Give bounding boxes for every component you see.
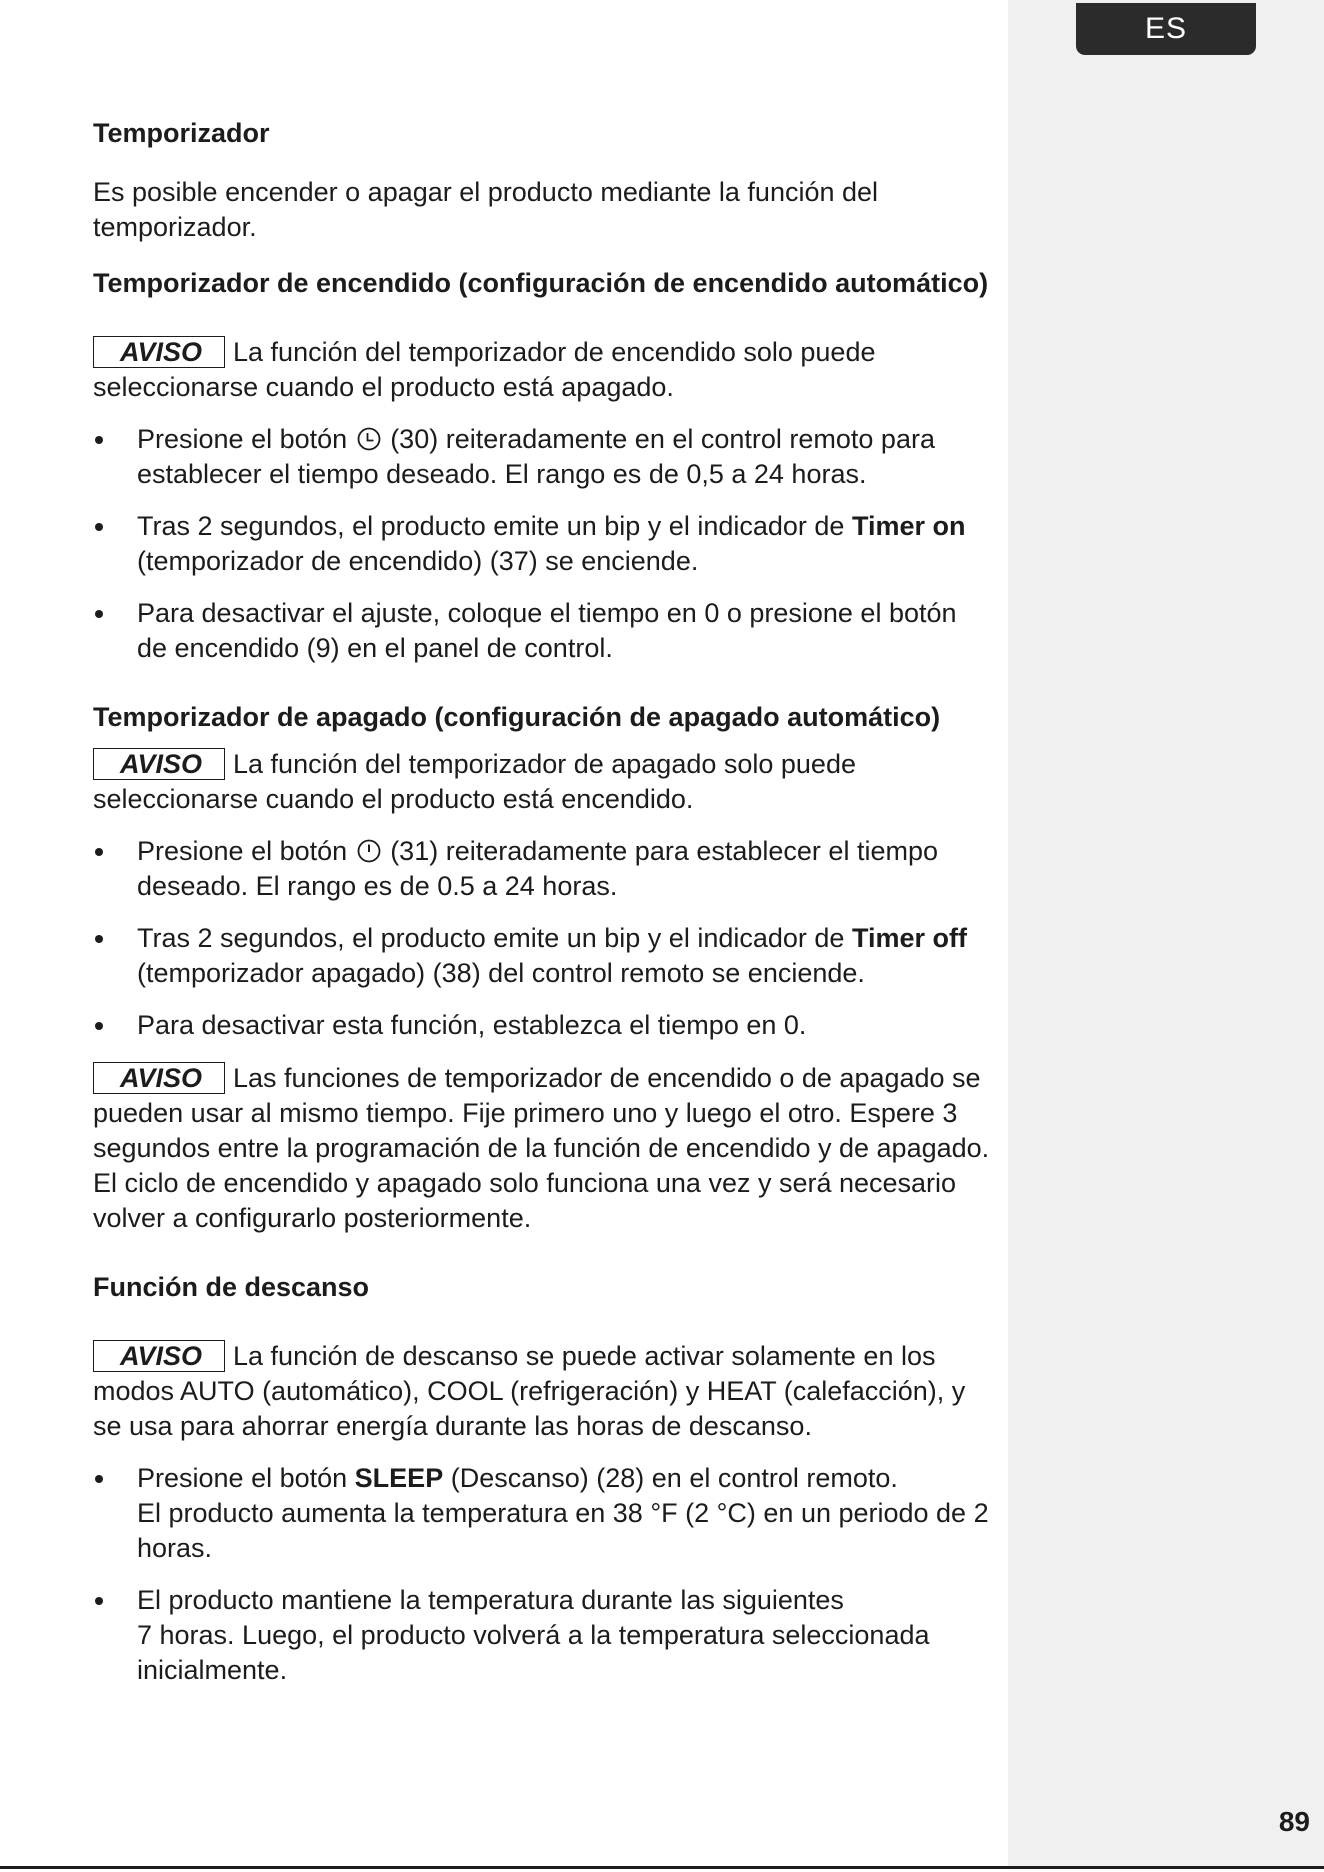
list-item-text: (31) reiteradamente para establecer el tiempo deseado. El rango es de 0.5 a 24 horas.	[137, 836, 938, 901]
section-title-timer-on: Temporizador de encendido (configuración de encendido automático)	[93, 268, 989, 298]
list-item-text: El producto mantiene la temperatura durante las siguientes	[137, 1585, 844, 1615]
list-item	[93, 1008, 993, 1043]
page-content	[93, 116, 993, 1688]
notice-text: Las funciones de temporizador de encendido o de apagado se pueden usar al mismo tiempo. Fije primero uno y luego el otro. Espere 3 segundos entre la programación de la función de encendido y de apagado. El ciclo de encendido y apagado solo funciona una vez y será necesario volver a configurarlo posteriormente.	[93, 1063, 990, 1233]
page-sidebar-band	[1008, 0, 1324, 1866]
list-item	[93, 921, 993, 991]
indicator-name: Timer on	[851, 511, 966, 541]
list-item-text: (Descanso) (28) en el control remoto.	[450, 1463, 898, 1493]
list-item-text: El producto aumenta la temperatura en 38 °F (2 °C) en un periodo de 2 horas.	[137, 1498, 989, 1563]
list-item	[93, 1461, 993, 1566]
list-item	[93, 1583, 993, 1688]
section-title-timer-off: Temporizador de apagado (configuración de apagado automático)	[93, 702, 941, 732]
language-tab: ES	[1076, 3, 1256, 55]
notice-label: AVISO	[93, 748, 225, 780]
notice-timer-off	[93, 747, 993, 817]
notice-text: La función del temporizador de encendido solo puede seleccionarse cuando el producto está apagado.	[93, 337, 876, 402]
list-item	[93, 834, 993, 904]
notice-sleep	[93, 1339, 993, 1444]
list-item-text: Para desactivar el ajuste, coloque el tiempo en 0 o presione el botón de encendido (9) en el panel de control.	[137, 598, 957, 663]
list-item-text: (temporizador apagado) (38) del control remoto se enciende.	[137, 958, 865, 988]
bottom-rule	[0, 1866, 1324, 1869]
list-item-text: Presione el botón	[137, 836, 348, 866]
list-item-text: Tras 2 segundos, el producto emite un bip y el indicador de	[137, 511, 845, 541]
list-item-text: (30) reiteradamente en el control remoto para establecer el tiempo deseado. El rango es de 0,5 a 24 horas.	[137, 424, 935, 489]
timer-on-steps	[93, 422, 993, 666]
indicator-name: Timer off	[851, 923, 967, 953]
notice-timer-combined	[93, 1061, 993, 1236]
list-item-text: Presione el botón	[137, 424, 348, 454]
list-item	[93, 422, 993, 492]
list-item-text: (temporizador de encendido) (37) se enciende.	[137, 546, 699, 576]
timer-off-icon	[357, 839, 381, 863]
list-item-text: Presione el botón	[137, 1463, 348, 1493]
notice-text: La función del temporizador de apagado solo puede seleccionarse cuando el producto está encendido.	[93, 749, 856, 814]
notice-timer-on	[93, 335, 993, 405]
list-item-text: 7 horas. Luego, el producto volverá a la temperatura seleccionada inicialmente.	[137, 1620, 930, 1685]
list-item	[93, 509, 993, 579]
section-title-sleep: Función de descanso	[93, 1272, 370, 1302]
timer-off-steps	[93, 834, 993, 1043]
list-item-text: Para desactivar esta función, establezca el tiempo en 0.	[137, 1010, 807, 1040]
notice-label: AVISO	[93, 1340, 225, 1372]
section-title-timer: Temporizador	[93, 118, 270, 148]
notice-label: AVISO	[93, 1062, 225, 1094]
timer-on-icon	[357, 427, 381, 451]
notice-label: AVISO	[93, 336, 225, 368]
notice-text: La función de descanso se puede activar solamente en los modos AUTO (automático), COOL (refrigeración) y HEAT (calefacción), y se usa para ahorrar energía durante las horas de descanso.	[93, 1341, 966, 1441]
sleep-steps	[93, 1461, 993, 1688]
button-name: SLEEP	[354, 1463, 444, 1493]
page-number: 89	[1278, 1806, 1310, 1837]
list-item-text: Tras 2 segundos, el producto emite un bip y el indicador de	[137, 923, 845, 953]
list-item	[93, 596, 993, 666]
timer-intro: Es posible encender o apagar el producto mediante la función del temporizador.	[93, 177, 879, 242]
